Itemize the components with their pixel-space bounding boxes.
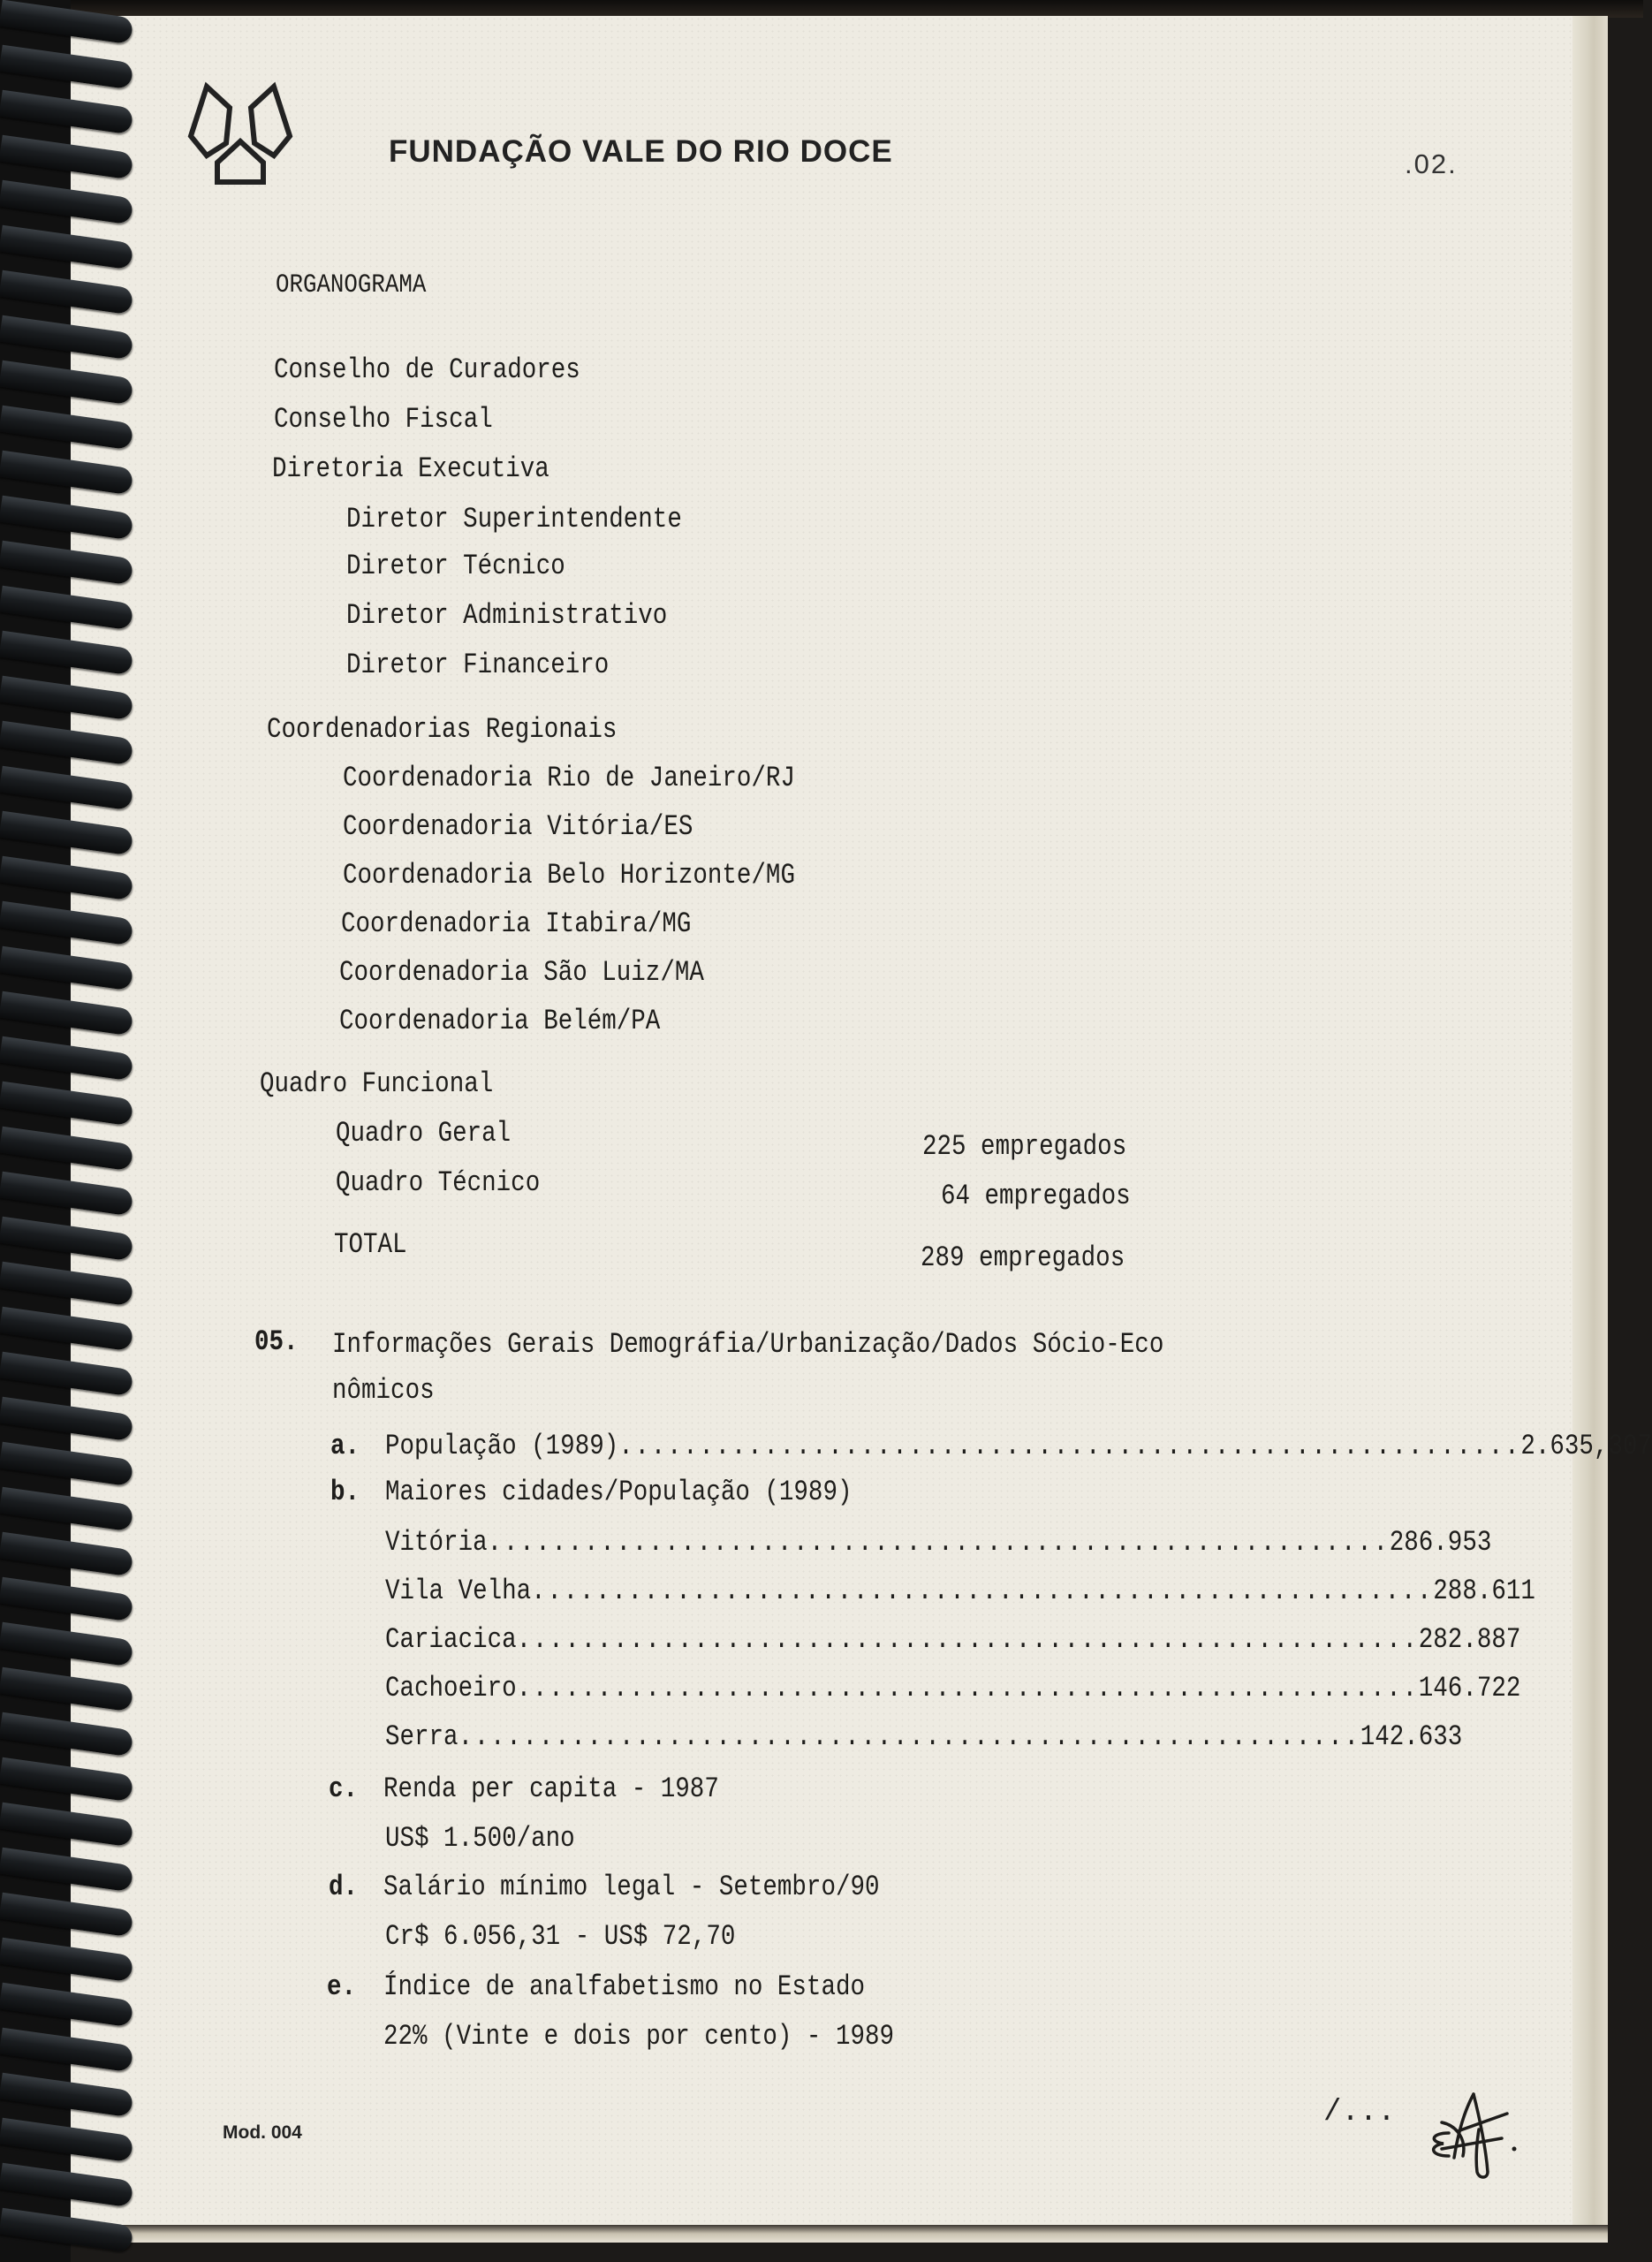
min-wage-value: Cr$ 6.056,31 - US$ 72,70: [385, 1920, 736, 1953]
income-label: Renda per capita - 1987: [383, 1772, 719, 1805]
coordenadoria-item: Coordenadoria São Luiz/MA: [339, 956, 704, 989]
city-name: Vitória: [385, 1526, 488, 1559]
dot-leader: ........................................................: [531, 1575, 1434, 1607]
item-letter: c.: [329, 1772, 359, 1805]
city-row: [385, 1575, 1535, 1607]
coordenadoria-item: Coordenadoria Vitória/ES: [343, 810, 693, 843]
coordenadoria-item: Coordenadoria Itabira/MG: [341, 907, 692, 940]
item-letter: b.: [330, 1476, 360, 1508]
staff-total-label: TOTAL: [334, 1228, 407, 1261]
city-name: Cachoeiro: [385, 1672, 517, 1704]
org-item: Conselho Fiscal: [274, 403, 493, 436]
item-letter: e.: [327, 1970, 357, 2003]
population-label: População (1989): [385, 1430, 619, 1462]
city-name: Vila Velha: [385, 1575, 532, 1607]
dot-leader: ........................................................: [516, 1672, 1419, 1704]
director-item: Diretor Superintendente: [346, 503, 682, 535]
section-title-line1: Informações Gerais Demográfia/Urbanização/Dados Sócio-Eco: [332, 1328, 1164, 1361]
organization-name: FUNDAÇÃO VALE DO RIO DOCE: [389, 134, 893, 169]
quadro-funcional-heading: Quadro Funcional: [260, 1067, 494, 1100]
staff-row-value: 225 empregados: [922, 1130, 1127, 1163]
city-row: [385, 1672, 1521, 1704]
section-title-line2: nômicos: [332, 1374, 435, 1407]
city-population: 142.633: [1360, 1720, 1463, 1753]
coordenadoria-item: Coordenadoria Belo Horizonte/MG: [343, 859, 795, 892]
illiteracy-value: 22% (Vinte e dois por cento) - 1989: [383, 2020, 895, 2053]
city-row: [385, 1623, 1521, 1656]
dot-leader: ........................................................: [458, 1720, 1360, 1753]
coordenadorias-heading: Coordenadorias Regionais: [267, 713, 618, 746]
coordenadoria-item: Coordenadoria Belém/PA: [339, 1005, 661, 1037]
dot-leader: ........................................................: [487, 1526, 1390, 1559]
income-value: US$ 1.500/ano: [385, 1822, 575, 1855]
staff-total-value: 289 empregados: [921, 1241, 1125, 1274]
staff-row-value: 64 empregados: [941, 1180, 1131, 1212]
dot-leader: ........................................................: [618, 1430, 1521, 1462]
form-code: Mod. 004: [223, 2122, 302, 2143]
signature-icon: [1422, 2087, 1519, 2184]
dot-leader: ........................................................: [516, 1623, 1419, 1656]
city-population: 286.953: [1389, 1526, 1492, 1559]
min-wage-label: Salário mínimo legal - Setembro/90: [383, 1871, 880, 1903]
staff-row-label: Quadro Técnico: [336, 1166, 541, 1199]
continuation-mark: /...: [1323, 2096, 1396, 2129]
org-item: Conselho de Curadores: [274, 353, 580, 386]
page-number: .02.: [1405, 148, 1458, 179]
population-value: 2.635,307: [1520, 1430, 1652, 1462]
section-number: 05.: [254, 1325, 299, 1358]
city-population: 146.722: [1418, 1672, 1521, 1704]
org-item: Diretoria Executiva: [272, 452, 549, 485]
illiteracy-label: Índice de analfabetismo no Estado: [383, 1970, 865, 2003]
city-row: [385, 1526, 1492, 1559]
director-item: Diretor Financeiro: [346, 649, 610, 681]
director-item: Diretor Técnico: [346, 550, 565, 582]
city-name: Serra: [385, 1720, 458, 1753]
population-row: [385, 1430, 1652, 1462]
fvrd-logo-icon: [187, 80, 293, 186]
city-row: [385, 1720, 1463, 1753]
item-letter: a.: [330, 1430, 360, 1462]
organograma-heading: ORGANOGRAMA: [276, 270, 427, 300]
city-population: 282.887: [1418, 1623, 1521, 1656]
staff-row-label: Quadro Geral: [336, 1117, 512, 1150]
cities-heading: Maiores cidades/População (1989): [385, 1476, 853, 1508]
coordenadoria-item: Coordenadoria Rio de Janeiro/RJ: [343, 762, 795, 794]
city-population: 288.611: [1433, 1575, 1535, 1607]
section-title: [332, 1328, 1163, 1361]
item-letter: d.: [329, 1871, 359, 1903]
city-name: Cariacica: [385, 1623, 517, 1656]
director-item: Diretor Administrativo: [346, 599, 668, 632]
